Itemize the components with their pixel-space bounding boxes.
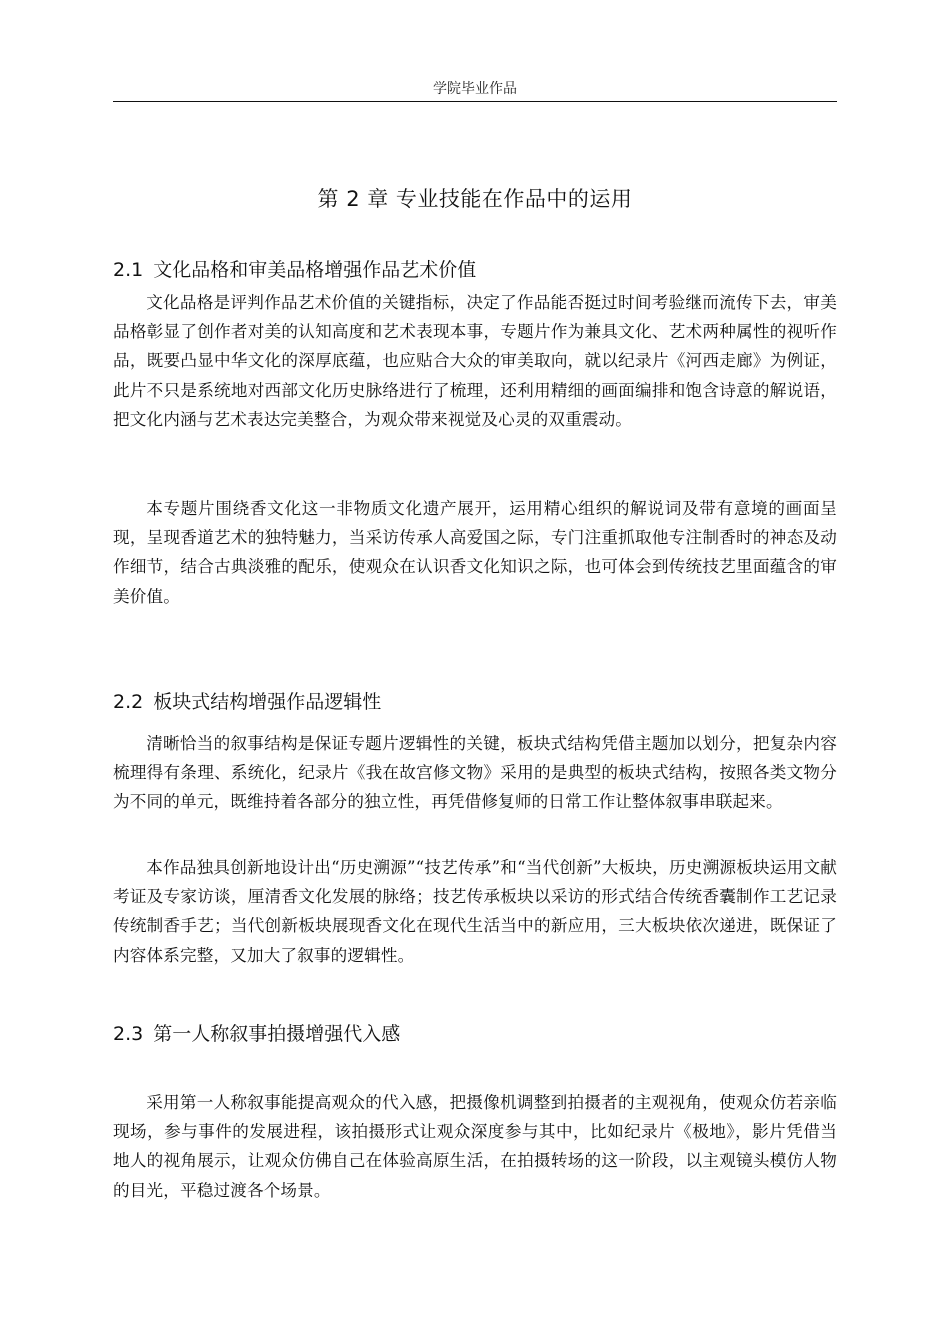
section-number: 2.3 (113, 1023, 144, 1045)
section-number: 2.1 (113, 259, 144, 281)
body-paragraph: 本专题片围绕香文化这一非物质文化遗产展开，运用精心组织的解说词及带有意境的画面呈现，呈现香道艺术的独特魅力，当采访传承人高爱国之际，专门注重抓取他专注制香时的神态及动作细节，结合古典淡雅的配乐，使观众在认识香文化知识之际，也可体会到传统技艺里面蕴含的审美价值。 (113, 499, 837, 606)
body-paragraph: 文化品格是评判作品艺术价值的关键指标，决定了作品能否挺过时间考验继而流传下去，审美品格彰显了创作者对美的认知高度和艺术表现本事，专题片作为兼具文化、艺术两种属性的视听作品，既要凸显中华文化的深厚底蕴，也应贴合大众的审美取向，就以纪录片《河西走廊》为例证，此片不只是系统地对西部文化历史脉络进行了梳理，还利用精细的画面编排和饱含诗意的解说语，把文化内涵与艺术表达完美整合，为观众带来视觉及心灵的双重震动。 (113, 293, 837, 429)
chapter-title: 第 2 章 专业技能在作品中的运用 (317, 187, 633, 211)
body-paragraph: 清晰恰当的叙事结构是保证专题片逻辑性的关键，板块式结构凭借主题加以划分，把复杂内容梳理得有条理、系统化，纪录片《我在故宫修文物》采用的是典型的板块式结构，按照各类文物分为不同的单元，既维持着各部分的独立性，再凭借修复师的日常工作让整体叙事串联起来。 (113, 734, 837, 812)
header-rule (113, 101, 837, 102)
section-title: 板块式结构增强作品逻辑性 (153, 691, 382, 713)
running-header: 学院毕业作品 (433, 81, 517, 97)
section-heading-2-2 (113, 688, 837, 716)
section-title: 第一人称叙事拍摄增强代入感 (153, 1023, 401, 1045)
body-paragraph: 采用第一人称叙事能提高观众的代入感，把摄像机调整到拍摄者的主观视角，使观众仿若亲临现场，参与事件的发展进程，该拍摄形式让观众深度参与其中，比如纪录片《极地》，影片凭借当地人的视角展示，让观众仿佛自己在体验高原生活，在拍摄转场的这一阶段，以主观镜头模仿人物的目光，平稳过渡各个场景。 (113, 1093, 837, 1200)
section-number: 2.2 (113, 691, 144, 713)
section-heading-2-1 (113, 256, 837, 284)
section-heading-2-3 (113, 1020, 837, 1048)
section-title: 文化品格和审美品格增强作品艺术价值 (153, 259, 477, 281)
body-paragraph: 本作品独具创新地设计出“历史溯源”“技艺传承”和“当代创新”大板块，历史溯源板块运用文献考证及专家访谈，厘清香文化发展的脉络；技艺传承板块以采访的形式结合传统香囊制作工艺记录传统制香手艺；当代创新板块展现香文化在现代生活当中的新应用，三大板块依次递进，既保证了内容体系完整，又加大了叙事的逻辑性。 (113, 858, 837, 965)
